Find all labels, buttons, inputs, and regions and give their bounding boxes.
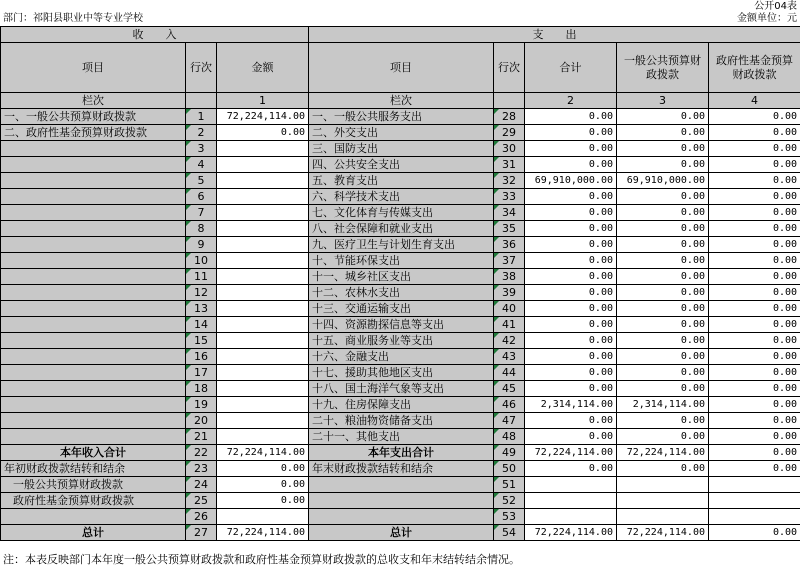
income-amount: 0.00 [217, 493, 309, 509]
col-number-1: 1 [217, 93, 309, 109]
expense-line: 32 [494, 173, 525, 189]
income-amount [217, 413, 309, 429]
expense-total: 0.00 [525, 349, 617, 365]
income-amount [217, 317, 309, 333]
col-general-budget: 一般公共预算财政拨款 [617, 43, 709, 93]
income-item: 二、政府性基金预算财政拨款 [1, 125, 186, 141]
expense-item: 十二、农林水支出 [309, 285, 494, 301]
unit-label: 金额单位：元 [737, 13, 797, 24]
table-row [1, 301, 800, 317]
income-item [1, 317, 186, 333]
income-item [1, 141, 186, 157]
expense-fund: 0.00 [709, 109, 800, 125]
table-row [1, 525, 800, 541]
expense-item: 七、文化体育与传媒支出 [309, 205, 494, 221]
income-item: 一般公共预算财政拨款 [1, 477, 186, 493]
income-line: 3 [186, 141, 217, 157]
expense-line: 42 [494, 333, 525, 349]
income-amount [217, 189, 309, 205]
expense-general: 0.00 [617, 253, 709, 269]
expense-fund: 0.00 [709, 125, 800, 141]
footnote: 注：本表反映部门本年度一般公共预算财政拨款和政府性基金预算财政拨款的总收支和年末结转结余情况。 [3, 553, 520, 566]
income-line: 19 [186, 397, 217, 413]
income-amount [217, 333, 309, 349]
expense-item: 十、节能环保支出 [309, 253, 494, 269]
income-item [1, 349, 186, 365]
expense-fund: 0.00 [709, 461, 800, 477]
col-number-blank [186, 93, 217, 109]
income-item: 总计 [1, 525, 186, 541]
table-row [1, 477, 800, 493]
expense-fund: 0.00 [709, 269, 800, 285]
expense-item: 十五、商业服务业等支出 [309, 333, 494, 349]
expense-line: 46 [494, 397, 525, 413]
income-amount [217, 205, 309, 221]
expense-item: 三、国防支出 [309, 141, 494, 157]
income-item: 政府性基金预算财政拨款 [1, 493, 186, 509]
col-number-label-2: 栏次 [309, 93, 494, 109]
expense-general: 0.00 [617, 221, 709, 237]
expense-line: 33 [494, 189, 525, 205]
expense-general: 0.00 [617, 125, 709, 141]
expense-general: 0.00 [617, 413, 709, 429]
col-item-expense: 项目 [309, 43, 494, 93]
expense-item: 二、外交支出 [309, 125, 494, 141]
table-row [1, 109, 800, 125]
income-item [1, 285, 186, 301]
table-row [1, 445, 800, 461]
income-item [1, 365, 186, 381]
expense-general [617, 477, 709, 493]
table-row [1, 381, 800, 397]
income-item [1, 269, 186, 285]
income-line: 4 [186, 157, 217, 173]
expense-total [525, 509, 617, 525]
expense-line: 41 [494, 317, 525, 333]
income-item [1, 413, 186, 429]
expense-item: 二十一、其他支出 [309, 429, 494, 445]
col-line-income: 行次 [186, 43, 217, 93]
expense-line: 45 [494, 381, 525, 397]
expense-fund: 0.00 [709, 221, 800, 237]
expense-total: 0.00 [525, 285, 617, 301]
table-row [1, 221, 800, 237]
expense-general: 0.00 [617, 269, 709, 285]
expense-item: 十一、城乡社区支出 [309, 269, 494, 285]
expense-general: 0.00 [617, 189, 709, 205]
expense-fund: 0.00 [709, 189, 800, 205]
section-header-row [1, 27, 800, 43]
column-header-row [1, 43, 800, 93]
expense-total: 0.00 [525, 317, 617, 333]
expense-item: 十七、援助其他地区支出 [309, 365, 494, 381]
expense-item: 年末财政拨款结转和结余 [309, 461, 494, 477]
expense-item: 八、社会保障和就业支出 [309, 221, 494, 237]
expense-total: 0.00 [525, 413, 617, 429]
expense-total: 0.00 [525, 429, 617, 445]
expense-line: 37 [494, 253, 525, 269]
income-line: 24 [186, 477, 217, 493]
expense-fund: 0.00 [709, 285, 800, 301]
expense-general: 69,910,000.00 [617, 173, 709, 189]
expense-total: 0.00 [525, 205, 617, 221]
income-line: 17 [186, 365, 217, 381]
income-item [1, 253, 186, 269]
income-amount [217, 509, 309, 525]
income-line: 20 [186, 413, 217, 429]
expense-fund: 0.00 [709, 237, 800, 253]
expense-item: 十八、国土海洋气象等支出 [309, 381, 494, 397]
income-item [1, 429, 186, 445]
expense-fund: 0.00 [709, 141, 800, 157]
expense-general: 72,224,114.00 [617, 525, 709, 541]
expense-general [617, 493, 709, 509]
expense-fund: 0.00 [709, 205, 800, 221]
expense-general: 0.00 [617, 237, 709, 253]
table-row [1, 205, 800, 221]
expense-total: 0.00 [525, 189, 617, 205]
column-number-row [1, 93, 800, 109]
expense-line: 44 [494, 365, 525, 381]
expense-line: 35 [494, 221, 525, 237]
expense-line: 40 [494, 301, 525, 317]
income-item [1, 173, 186, 189]
income-line: 21 [186, 429, 217, 445]
table-row [1, 509, 800, 525]
expense-item: 六、科学技术支出 [309, 189, 494, 205]
expense-fund: 0.00 [709, 173, 800, 189]
expense-general: 72,224,114.00 [617, 445, 709, 461]
table-row [1, 349, 800, 365]
income-amount [217, 365, 309, 381]
expense-total: 0.00 [525, 333, 617, 349]
expense-general: 0.00 [617, 317, 709, 333]
income-line: 2 [186, 125, 217, 141]
expense-line: 48 [494, 429, 525, 445]
table-row [1, 173, 800, 189]
expense-fund [709, 477, 800, 493]
table-row [1, 333, 800, 349]
expense-line: 29 [494, 125, 525, 141]
expense-item: 二十、粮油物资储备支出 [309, 413, 494, 429]
income-line: 9 [186, 237, 217, 253]
expense-line: 49 [494, 445, 525, 461]
table-row [1, 189, 800, 205]
expense-total: 0.00 [525, 157, 617, 173]
expense-line: 53 [494, 509, 525, 525]
table-row [1, 141, 800, 157]
income-line: 10 [186, 253, 217, 269]
income-amount [217, 173, 309, 189]
expense-general: 0.00 [617, 349, 709, 365]
expense-line: 36 [494, 237, 525, 253]
income-line: 12 [186, 285, 217, 301]
income-amount [217, 301, 309, 317]
col-total: 合计 [525, 43, 617, 93]
income-item [1, 237, 186, 253]
income-line: 13 [186, 301, 217, 317]
income-amount: 0.00 [217, 477, 309, 493]
expense-item: 十三、交通运输支出 [309, 301, 494, 317]
table-row [1, 397, 800, 413]
col-line-expense: 行次 [494, 43, 525, 93]
expense-general: 0.00 [617, 381, 709, 397]
income-line: 5 [186, 173, 217, 189]
expense-general: 0.00 [617, 157, 709, 173]
expense-line: 39 [494, 285, 525, 301]
expense-section-header: 支 出 [309, 27, 800, 43]
expense-fund: 0.00 [709, 525, 800, 541]
expense-line: 52 [494, 493, 525, 509]
table-row [1, 285, 800, 301]
income-line: 15 [186, 333, 217, 349]
expense-item: 一、一般公共服务支出 [309, 109, 494, 125]
table-row [1, 237, 800, 253]
expense-total: 0.00 [525, 125, 617, 141]
income-amount [217, 253, 309, 269]
department-label: 部门：祁阳县职业中等专业学校 [3, 13, 143, 24]
col-number-label: 栏次 [1, 93, 186, 109]
income-amount [217, 269, 309, 285]
table-row [1, 125, 800, 141]
expense-line: 51 [494, 477, 525, 493]
table-row [1, 413, 800, 429]
income-line: 14 [186, 317, 217, 333]
expense-item: 本年支出合计 [309, 445, 494, 461]
table-row [1, 429, 800, 445]
expense-line: 43 [494, 349, 525, 365]
expense-fund [709, 493, 800, 509]
income-line: 8 [186, 221, 217, 237]
expense-general: 2,314,114.00 [617, 397, 709, 413]
expense-total: 0.00 [525, 109, 617, 125]
expense-general: 0.00 [617, 285, 709, 301]
expense-total: 72,224,114.00 [525, 525, 617, 541]
income-amount: 72,224,114.00 [217, 445, 309, 461]
table-row [1, 253, 800, 269]
income-amount [217, 397, 309, 413]
expense-item: 五、教育支出 [309, 173, 494, 189]
expense-general: 0.00 [617, 141, 709, 157]
expense-fund: 0.00 [709, 253, 800, 269]
table-row [1, 461, 800, 477]
expense-item: 十九、住房保障支出 [309, 397, 494, 413]
col-number-2: 2 [525, 93, 617, 109]
table-row [1, 317, 800, 333]
expense-general: 0.00 [617, 461, 709, 477]
expense-item: 总计 [309, 525, 494, 541]
expense-total: 0.00 [525, 269, 617, 285]
expense-general: 0.00 [617, 205, 709, 221]
expense-general [617, 509, 709, 525]
expense-fund: 0.00 [709, 333, 800, 349]
income-line: 1 [186, 109, 217, 125]
income-amount [217, 285, 309, 301]
income-line: 11 [186, 269, 217, 285]
expense-item: 十六、金融支出 [309, 349, 494, 365]
income-line: 23 [186, 461, 217, 477]
income-item [1, 157, 186, 173]
table-id: 公开04表 [754, 1, 797, 12]
table-row [1, 269, 800, 285]
expense-fund: 0.00 [709, 349, 800, 365]
expense-fund: 0.00 [709, 157, 800, 173]
income-item: 年初财政拨款结转和结余 [1, 461, 186, 477]
income-line: 25 [186, 493, 217, 509]
expense-total: 0.00 [525, 301, 617, 317]
expense-fund: 0.00 [709, 381, 800, 397]
expense-line: 28 [494, 109, 525, 125]
expense-line: 47 [494, 413, 525, 429]
expense-fund: 0.00 [709, 413, 800, 429]
expense-general: 0.00 [617, 109, 709, 125]
header-line-1 [0, 1, 800, 13]
income-amount [217, 221, 309, 237]
income-amount [217, 429, 309, 445]
expense-item [309, 493, 494, 509]
income-item [1, 397, 186, 413]
income-section-header: 收 入 [1, 27, 309, 43]
expense-general: 0.00 [617, 333, 709, 349]
col-item-income: 项目 [1, 43, 186, 93]
col-amount: 金额 [217, 43, 309, 93]
income-amount: 0.00 [217, 461, 309, 477]
income-line: 6 [186, 189, 217, 205]
expense-item: 四、公共安全支出 [309, 157, 494, 173]
expense-fund: 0.00 [709, 445, 800, 461]
expense-total: 2,314,114.00 [525, 397, 617, 413]
col-number-4: 4 [709, 93, 800, 109]
expense-general: 0.00 [617, 301, 709, 317]
income-line: 7 [186, 205, 217, 221]
income-item [1, 301, 186, 317]
income-item: 一、一般公共预算财政拨款 [1, 109, 186, 125]
budget-table [0, 26, 800, 541]
expense-item [309, 509, 494, 525]
expense-total: 0.00 [525, 381, 617, 397]
expense-line: 30 [494, 141, 525, 157]
income-line: 22 [186, 445, 217, 461]
expense-item: 九、医疗卫生与计划生育支出 [309, 237, 494, 253]
expense-item: 十四、资源勘探信息等支出 [309, 317, 494, 333]
expense-fund: 0.00 [709, 397, 800, 413]
expense-item [309, 477, 494, 493]
income-item [1, 221, 186, 237]
expense-line: 34 [494, 205, 525, 221]
income-amount: 72,224,114.00 [217, 109, 309, 125]
expense-line: 38 [494, 269, 525, 285]
expense-general: 0.00 [617, 429, 709, 445]
income-item [1, 509, 186, 525]
expense-general: 0.00 [617, 365, 709, 381]
income-line: 26 [186, 509, 217, 525]
expense-fund [709, 509, 800, 525]
expense-fund: 0.00 [709, 429, 800, 445]
income-amount: 72,224,114.00 [217, 525, 309, 541]
col-fund-budget: 政府性基金预算财政拨款 [709, 43, 800, 93]
expense-total: 0.00 [525, 221, 617, 237]
income-line: 27 [186, 525, 217, 541]
expense-total: 72,224,114.00 [525, 445, 617, 461]
expense-fund: 0.00 [709, 317, 800, 333]
expense-fund: 0.00 [709, 365, 800, 381]
expense-total: 0.00 [525, 141, 617, 157]
expense-total: 0.00 [525, 461, 617, 477]
header-line-2 [0, 13, 800, 25]
expense-line: 31 [494, 157, 525, 173]
expense-total: 0.00 [525, 237, 617, 253]
expense-fund: 0.00 [709, 301, 800, 317]
expense-total: 0.00 [525, 253, 617, 269]
income-amount [217, 141, 309, 157]
income-amount [217, 349, 309, 365]
income-item: 本年收入合计 [1, 445, 186, 461]
income-amount [217, 157, 309, 173]
expense-total: 69,910,000.00 [525, 173, 617, 189]
table-row [1, 365, 800, 381]
income-item [1, 381, 186, 397]
expense-total [525, 493, 617, 509]
table-row [1, 157, 800, 173]
income-item [1, 189, 186, 205]
income-amount [217, 237, 309, 253]
income-line: 16 [186, 349, 217, 365]
expense-total: 0.00 [525, 365, 617, 381]
income-item [1, 205, 186, 221]
expense-line: 54 [494, 525, 525, 541]
income-amount [217, 381, 309, 397]
col-number-blank-2 [494, 93, 525, 109]
income-line: 18 [186, 381, 217, 397]
income-item [1, 333, 186, 349]
col-number-3: 3 [617, 93, 709, 109]
table-row [1, 493, 800, 509]
expense-line: 50 [494, 461, 525, 477]
expense-total [525, 477, 617, 493]
income-amount: 0.00 [217, 125, 309, 141]
